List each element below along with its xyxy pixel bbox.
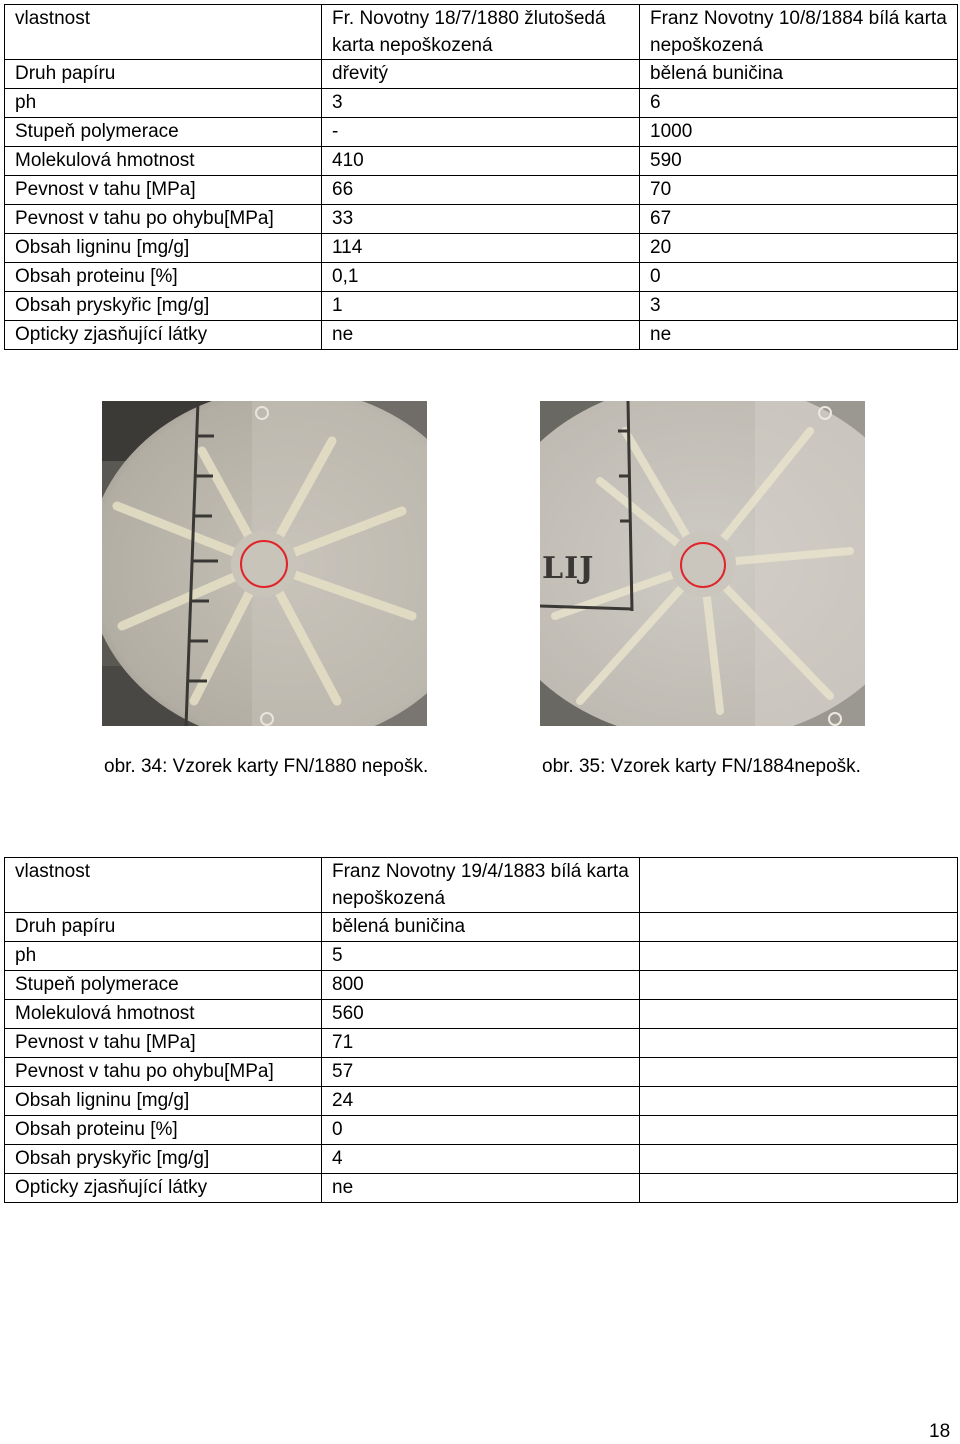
empty-cell [640,942,958,971]
value-cell: 71 [322,1029,640,1058]
value-cell: 6 [640,89,958,118]
table-row [5,60,958,89]
property-cell: Obsah pryskyřic [mg/g] [5,292,322,321]
figure-caption-35: obr. 35: Vzorek karty FN/1884nepošk. [542,756,861,777]
value-cell: 800 [322,971,640,1000]
empty-cell [640,1000,958,1029]
value-cell: 1000 [640,118,958,147]
empty-cell [640,1029,958,1058]
value-cell: bělená buničina [322,913,640,942]
table-row [5,1145,958,1174]
property-cell: Pevnost v tahu [MPa] [5,176,322,205]
table-row [5,913,958,942]
table-row [5,176,958,205]
property-cell: Pevnost v tahu po ohybu[MPa] [5,1058,322,1087]
value-cell: 67 [640,205,958,234]
table-row [5,263,958,292]
table-header-row [5,858,958,913]
header-cell [640,858,958,913]
properties-table-2 [4,857,958,1203]
value-cell: dřevitý [322,60,640,89]
table-row [5,89,958,118]
value-cell: 1 [322,292,640,321]
table-row [5,292,958,321]
property-cell: Stupeň polymerace [5,118,322,147]
table-header-row [5,5,958,60]
table-row [5,1058,958,1087]
table-row [5,321,958,350]
empty-cell [640,1145,958,1174]
sample-photo-1880 [102,401,427,726]
property-cell: Molekulová hmotnost [5,147,322,176]
value-cell: 590 [640,147,958,176]
header-cell: Franz Novotny 10/8/1884 bílá karta nepoškozená [640,5,958,60]
value-cell: ne [322,321,640,350]
property-cell: Opticky zjasňující látky [5,1174,322,1203]
table-row [5,1000,958,1029]
value-cell: 410 [322,147,640,176]
table-row [5,971,958,1000]
table-row [5,205,958,234]
empty-cell [640,1116,958,1145]
value-cell: - [322,118,640,147]
value-cell: bělená buničina [640,60,958,89]
card-print-text: LIJ [542,551,595,586]
property-cell: Stupeň polymerace [5,971,322,1000]
property-cell: Druh papíru [5,60,322,89]
table-row [5,1116,958,1145]
value-cell: 0,1 [322,263,640,292]
header-cell: Franz Novotny 19/4/1883 bílá karta nepoškozená [322,858,640,913]
properties-table-1 [4,4,958,350]
table-row [5,1174,958,1203]
value-cell: 5 [322,942,640,971]
header-cell: vlastnost [5,858,322,913]
microscope-image [102,401,427,726]
value-cell: 3 [322,89,640,118]
table-row [5,147,958,176]
empty-cell [640,1174,958,1203]
empty-cell [640,913,958,942]
value-cell: 4 [322,1145,640,1174]
page-number: 18 [929,1421,951,1442]
value-cell: 66 [322,176,640,205]
property-cell: Obsah ligninu [mg/g] [5,1087,322,1116]
property-cell: Druh papíru [5,913,322,942]
property-cell: Obsah pryskyřic [mg/g] [5,1145,322,1174]
value-cell: ne [640,321,958,350]
property-cell: ph [5,942,322,971]
value-cell: 24 [322,1087,640,1116]
value-cell: 114 [322,234,640,263]
figure-caption-34: obr. 34: Vzorek karty FN/1880 nepošk. [104,756,429,777]
value-cell: 70 [640,176,958,205]
table-row [5,942,958,971]
value-cell: 33 [322,205,640,234]
empty-cell [640,971,958,1000]
property-cell: Molekulová hmotnost [5,1000,322,1029]
table-row [5,1029,958,1058]
property-cell: Obsah ligninu [mg/g] [5,234,322,263]
value-cell: 57 [322,1058,640,1087]
property-cell: ph [5,89,322,118]
property-cell: Opticky zjasňující látky [5,321,322,350]
property-cell: Obsah proteinu [%] [5,263,322,292]
value-cell: 0 [640,263,958,292]
sample-photo-1884 [540,401,865,726]
table-row [5,234,958,263]
property-cell: Pevnost v tahu [MPa] [5,1029,322,1058]
empty-cell [640,1058,958,1087]
value-cell: 20 [640,234,958,263]
table-row [5,118,958,147]
value-cell: ne [322,1174,640,1203]
value-cell: 0 [322,1116,640,1145]
header-cell: Fr. Novotny 18/7/1880 žlutošedá karta nepoškozená [322,5,640,60]
header-cell: vlastnost [5,5,322,60]
table-row [5,1087,958,1116]
property-cell: Pevnost v tahu po ohybu[MPa] [5,205,322,234]
empty-cell [640,1087,958,1116]
value-cell: 3 [640,292,958,321]
value-cell: 560 [322,1000,640,1029]
property-cell: Obsah proteinu [%] [5,1116,322,1145]
